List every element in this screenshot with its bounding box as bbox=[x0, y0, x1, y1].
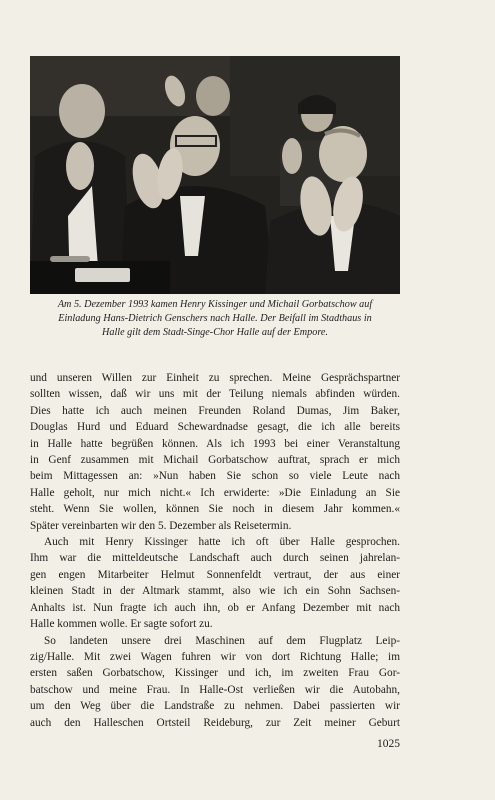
text-line: Anhalts ist. Nun fragte ich auch ihn, ob er Anfang Dezember mit nach bbox=[30, 601, 400, 614]
caption-line: Halle gilt dem Stadt-Singe-Chor Halle auf der Empore. bbox=[102, 327, 328, 338]
text-line: Dies hatte ich auch meinen Freunden Roland Dumas, Jim Baker, bbox=[30, 404, 400, 417]
caption-line: Einladung Hans-Dietrich Genschers nach Halle. Der Beifall im Stadthaus in bbox=[58, 313, 372, 324]
photo-illustration bbox=[30, 56, 400, 294]
caption-line: Am 5. Dezember 1993 kamen Henry Kissinger und Michail Gorbatschow auf bbox=[57, 299, 373, 310]
text-line: Halle geholt, nur mich nicht.« Ich erwiderte: »Die Einladung an Sie bbox=[30, 486, 400, 499]
text-line: kleinen Stadt in der Altmark stammt, also wie ich ein Sohn Sachsen- bbox=[30, 585, 400, 598]
photograph bbox=[30, 56, 400, 294]
text-line: steht. Wenn Sie wollen, können Sie noch in diesem Jahr kommen.« bbox=[30, 503, 400, 516]
text-line: um den Weg über die Landstraße zu nehmen. Dabei passierten wir bbox=[30, 700, 400, 713]
text-line: Später vereinbarten wir den 5. Dezember als Reisetermin. bbox=[30, 519, 292, 532]
text-line: sollten wissen, daß wir uns mit der Teilung niemals abfinden würden. bbox=[30, 388, 400, 401]
text-line: So landeten unsere drei Maschinen auf dem Flugplatz Leip- bbox=[44, 634, 400, 647]
page-number: 1025 bbox=[377, 738, 400, 750]
text-line: auch den Halleschen Ortsteil Reideburg, zur Zeit meiner Geburt bbox=[30, 716, 400, 729]
text-line: ersten saßen Gorbatschow, Kissinger und ich, im zweiten Frau Gor- bbox=[30, 667, 400, 680]
photo-caption bbox=[30, 298, 400, 340]
text-line: gen engen Mitarbeiter Helmut Sonnenfeldt vertraut, der aus einer bbox=[30, 568, 400, 581]
text-line: Auch mit Henry Kissinger hatte ich oft über Halle gesprochen. bbox=[44, 536, 400, 549]
text-line: beim Mittagessen an: »Nun haben Sie schon so viele Leute nach bbox=[30, 470, 400, 483]
text-line: Douglas Hurd und Eduard Schewardnadse gesagt, die ich alle bereits bbox=[30, 421, 400, 434]
text-line: Halle kommen wolle. Er sagte sofort zu. bbox=[30, 618, 213, 631]
body-text bbox=[30, 370, 400, 731]
text-line: in Genf zusammen mit Michail Gorbatschow auftrat, sprach er mich bbox=[30, 454, 400, 467]
text-line: batschow und meine Frau. In Halle-Ost verließen wir die Autobahn, bbox=[30, 683, 400, 696]
text-line: Ihm war die mitteldeutsche Landschaft auch durch seinen jahrelan- bbox=[30, 552, 400, 565]
text-line: zig/Halle. Mit zwei Wagen fuhren wir von dort Richtung Halle; im bbox=[30, 650, 400, 663]
text-line: in Halle hatte begrüßen können. Als ich 1993 bei einer Veranstaltung bbox=[30, 437, 400, 450]
text-line: und unseren Willen zur Einheit zu sprechen. Meine Gesprächspartner bbox=[30, 372, 400, 384]
